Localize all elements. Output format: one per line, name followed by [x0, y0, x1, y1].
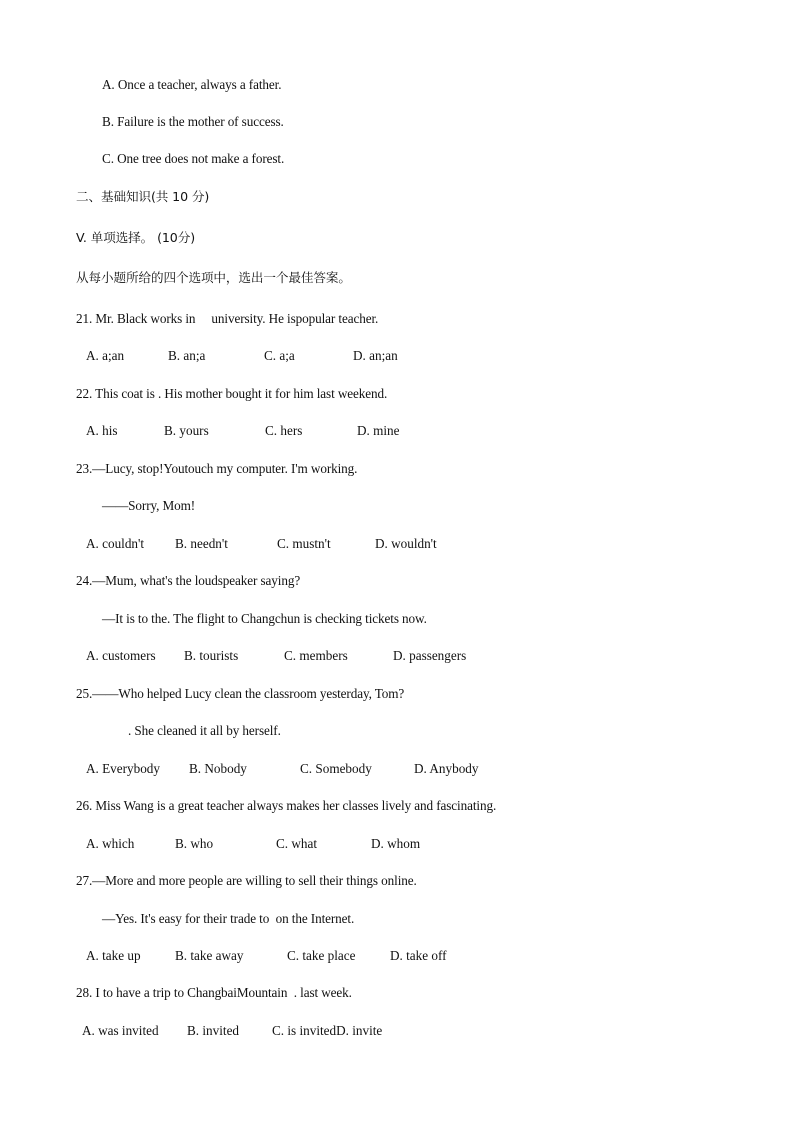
question-26-option-b: B. who — [175, 836, 214, 851]
question-25-reply: . She cleaned it all by herself. — [128, 723, 281, 738]
question-21-option-b: B. an;a — [168, 348, 206, 363]
question-28-option-b: B. invited — [187, 1023, 240, 1038]
question-28-stem: 28. I to have a trip to ChangbaiMountain . last week. — [76, 985, 352, 1000]
question-23-option-c: C. mustn't — [277, 536, 331, 551]
option-b-text: B. Failure is the mother of success. — [102, 114, 284, 129]
question-28-option-a: A. was invited — [82, 1023, 159, 1038]
question-22-stem: 22. This coat is . His mother bought it for him last weekend. — [76, 386, 388, 401]
question-23-option-b: B. needn't — [175, 536, 228, 551]
question-25-option-a: A. Everybody — [86, 761, 160, 776]
question-24-reply: —It is to the. The flight to Changchun is checking tickets now. — [102, 611, 427, 626]
option-c-text: C. One tree does not make a forest. — [102, 151, 285, 166]
question-22-option-d: D. mine — [357, 423, 400, 438]
question-26-stem: 26. Miss Wang is a great teacher always makes her classes lively and fascinating. — [76, 798, 497, 813]
question-23-stem: 23.—Lucy, stop!Youtouch my computer. I'm working. — [76, 461, 358, 476]
question-27-option-b: B. take away — [175, 948, 244, 963]
question-27-option-d: D. take off — [390, 948, 447, 963]
question-24-option-b: B. tourists — [184, 648, 239, 663]
question-25-stem: 25.——Who helped Lucy clean the classroom yesterday, Tom? — [76, 686, 405, 701]
question-24-option-a: A. customers — [86, 648, 156, 663]
question-24-stem: 24.—Mum, what's the loudspeaker saying? — [76, 573, 301, 588]
section-v-heading: V. 单项选择。 (10分) — [76, 230, 196, 245]
question-22-option-a: A. his — [86, 423, 118, 438]
question-28-option-c: C. is invitedD. invite — [272, 1023, 383, 1038]
option-a-text: A. Once a teacher, always a father. — [102, 77, 282, 92]
question-27-option-c: C. take place — [287, 948, 356, 963]
question-24-option-d: D. passengers — [393, 648, 467, 663]
question-26-option-c: C. what — [276, 836, 318, 851]
question-27-option-a: A. take up — [86, 948, 141, 963]
question-22-option-c: C. hers — [265, 423, 303, 438]
question-21-option-a: A. a;an — [86, 348, 125, 363]
question-26-option-d: D. whom — [371, 836, 421, 851]
question-22-option-b: B. yours — [164, 423, 209, 438]
question-25-option-c: C. Somebody — [300, 761, 372, 776]
question-23-option-d: D. wouldn't — [375, 536, 437, 551]
question-26-option-a: A. which — [86, 836, 135, 851]
question-24-option-c: C. members — [284, 648, 348, 663]
question-21-option-d: D. an;an — [353, 348, 398, 363]
question-25-option-b: B. Nobody — [189, 761, 247, 776]
question-23-reply: ——Sorry, Mom! — [102, 498, 196, 513]
question-27-stem: 27.—More and more people are willing to sell their things online. — [76, 873, 417, 888]
question-21-option-c: C. a;a — [264, 348, 295, 363]
section-v-instruction: 从每小题所给的四个选项中，选出一个最佳答案。 — [76, 270, 351, 285]
question-23-option-a: A. couldn't — [86, 536, 145, 551]
question-25-option-d: D. Anybody — [414, 761, 479, 776]
question-21-stem: 21. Mr. Black works in university. He ispopular teacher. — [76, 311, 379, 326]
section-two-heading: 二、基础知识(共 10 分) — [76, 189, 210, 204]
question-27-reply: —Yes. It's easy for their trade to on the Internet. — [102, 911, 355, 926]
